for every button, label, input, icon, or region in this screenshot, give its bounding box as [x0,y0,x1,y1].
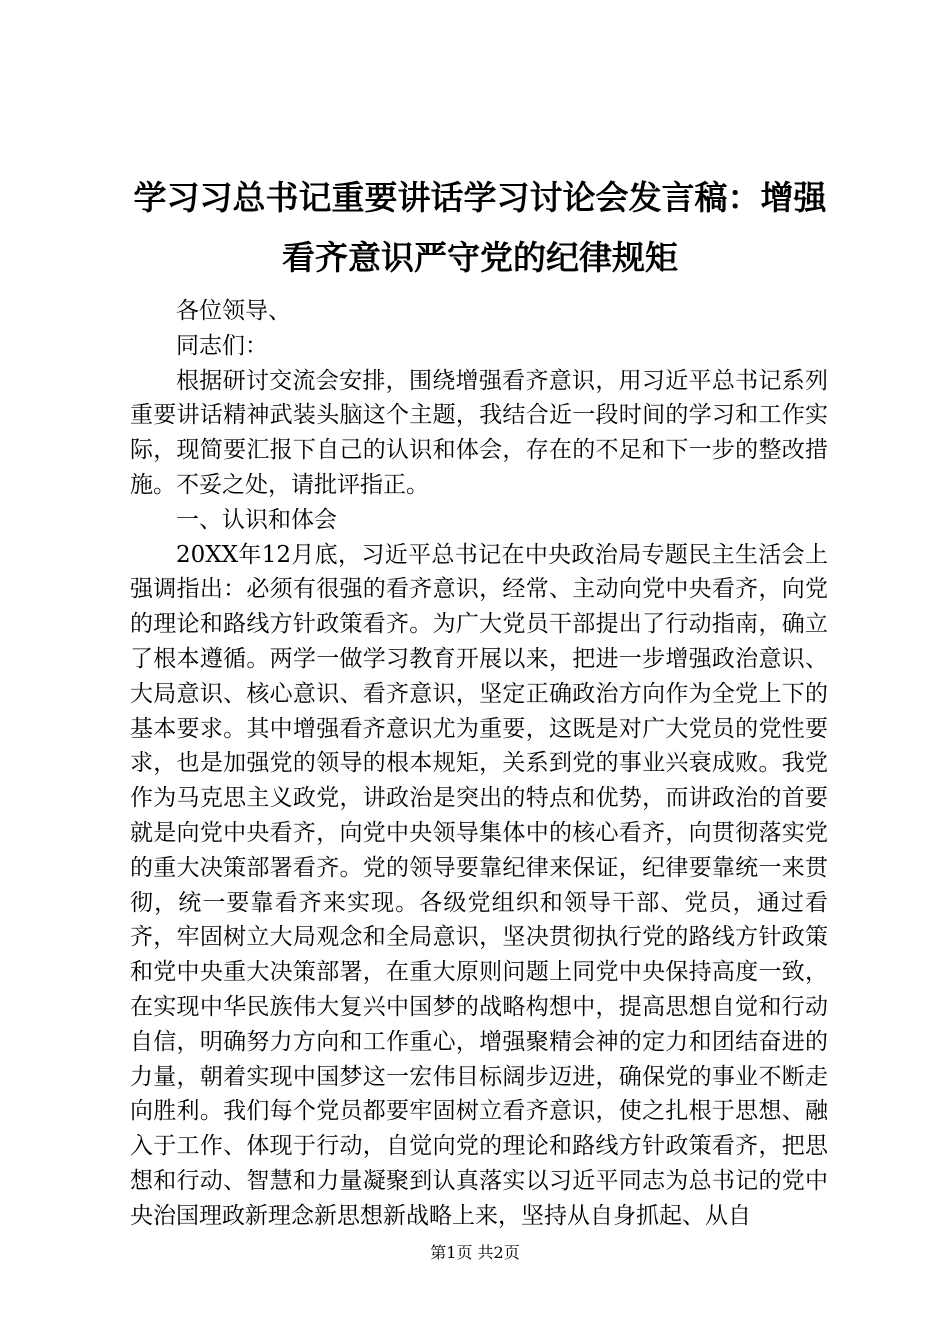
greeting-line: 同志们： [176,332,268,359]
document-title: 学习习总书记重要讲话学习讨论会发言稿：增强看齐意识严守党的纪律规矩 [133,178,827,277]
section-heading: 一、认识和体会 [176,506,337,533]
greeting-line: 各位领导、 [176,298,291,324]
document-body [130,294,828,1234]
body-paragraph: 根据研讨交流会安排，围绕增强看齐意识，用习近平总书记系列重要讲话精神武装头脑这个主题，我结合近一段时间的学习和工作实际，现简要汇报下自己的认识和体会，存在的不足和下一步的整改措施。不妥之处，请批评指正。 [130,367,828,498]
page-number: 第1页 共2页 [430,1243,520,1262]
body-paragraph: 20XX年12月底，习近平总书记在中央政治局专题民主生活会上强调指出：必须有很强的看齐意识，经常、主动向党中央看齐，向党的理论和路线方针政策看齐。为广大党员干部提出了行动指南，确立了根本遵循。两学一做学习教育开展以来，把进一步增强政治意识、大局意识、核心意识、看齐意识，坚定正确政治方向作为全党上下的基本要求。其中增强看齐意识尤为重要，这既是对广大党员的党性要求，也是加强党的领导的根本规矩，关系到党的事业兴衰成败。我党作为马克思主义政党，讲政治是突出的特点和优势，而讲政治的首要就是向党中央看齐，向党中央领导集体中的核心看齐，向贯彻落实党的重大决策部署看齐。党的领导要靠纪律来保证，纪律要靠统一来贯彻，统一要靠看齐来实现。各级党组织和领导干部、党员，通过看齐，牢固树立大局观念和全局意识，坚决贯彻执行党的路线方针政策和党中央重大决策部署，在重大原则问题上同党中央保持高度一致，在实现中华民族伟大复兴中国梦的战略构想中，提高思想自觉和行动自信，明确努力方向和工作重心，增强聚精会神的定力和团结奋进的力量，朝着实现中国梦这一宏伟目标阔步迈进，确保党的事业不断走向胜利。我们每个党员都要牢固树立看齐意识，使之扎根于思想、融入于工作、体现于行动，自觉向党的理论和路线方针政策看齐，把思想和行动、智慧和力量凝聚到认真落实以习近平同志为总书记的党中央治国理政新理念新思想新战略上来，坚持从自身抓起、从自 [130,541,828,1229]
